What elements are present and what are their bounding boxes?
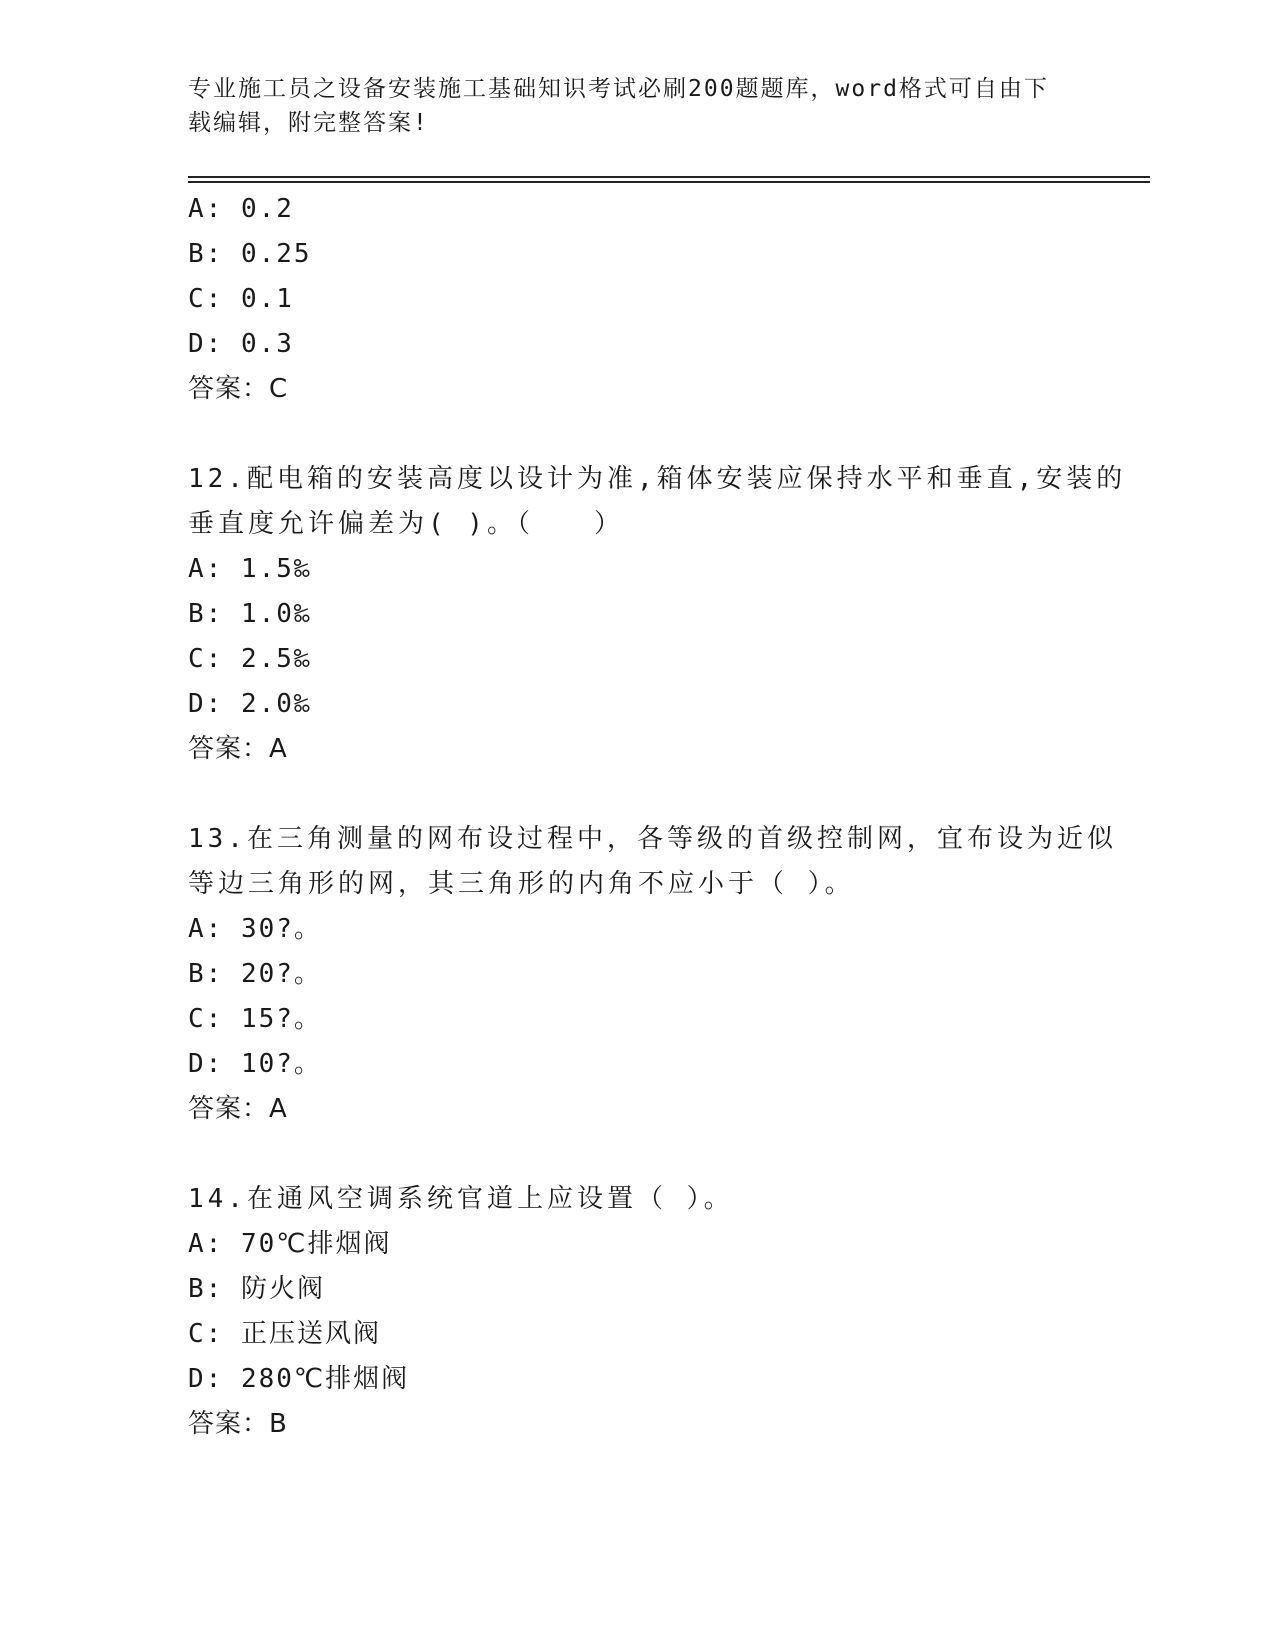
q14-option-a: A: 70℃排烟阀 — [188, 1229, 392, 1259]
q11-answer: 答案：C — [188, 374, 289, 404]
q13-answer: 答案：A — [188, 1094, 288, 1124]
q13-option-c: C: 15?。 — [188, 1004, 322, 1034]
q13-option-a: A: 30?。 — [188, 914, 322, 944]
q12-option-b: B: 1.0‰ — [188, 599, 312, 629]
q11-option-a: A: 0.2 — [188, 194, 294, 224]
q12-answer: 答案：A — [188, 734, 288, 764]
q14-option-d: D: 280℃排烟阀 — [188, 1364, 410, 1394]
header-divider-top — [188, 176, 1150, 178]
q14-option-b: B: 防火阀 — [188, 1274, 325, 1304]
q14-answer: 答案：B — [188, 1409, 288, 1439]
document-header: 专业施工员之设备安装施工基础知识考试必刷200题题库，word格式可自由下载编辑，附完整答案! — [188, 76, 1049, 136]
q13-option-b: B: 20?。 — [188, 959, 322, 989]
q13-stem-line2: 等边三角形的网，其三角形的内角不应小于（ ）。 — [188, 869, 855, 899]
q13-option-d: D: 10?。 — [188, 1049, 322, 1079]
q11-option-c: C: 0.1 — [188, 284, 294, 314]
q12-stem-line2: 垂直度允许偏差为( )。（ ） — [188, 509, 624, 539]
q11-option-d: D: 0.3 — [188, 329, 294, 359]
q13-stem-line1: 13.在三角测量的网布设过程中，各等级的首级控制网，宜布设为近似 — [188, 824, 1117, 854]
q11-option-b: B: 0.25 — [188, 239, 312, 269]
q14-option-c: C: 正压送风阀 — [188, 1319, 381, 1349]
q14-stem-line1: 14.在通风空调系统官道上应设置（ ）。 — [188, 1184, 734, 1214]
q12-stem-line1: 12.配电箱的安装高度以设计为准,箱体安装应保持水平和垂直,安装的 — [188, 464, 1127, 494]
q12-option-d: D: 2.0‰ — [188, 689, 312, 719]
q12-option-c: C: 2.5‰ — [188, 644, 312, 674]
header-divider-bottom — [188, 181, 1150, 183]
q12-option-a: A: 1.5‰ — [188, 554, 312, 584]
